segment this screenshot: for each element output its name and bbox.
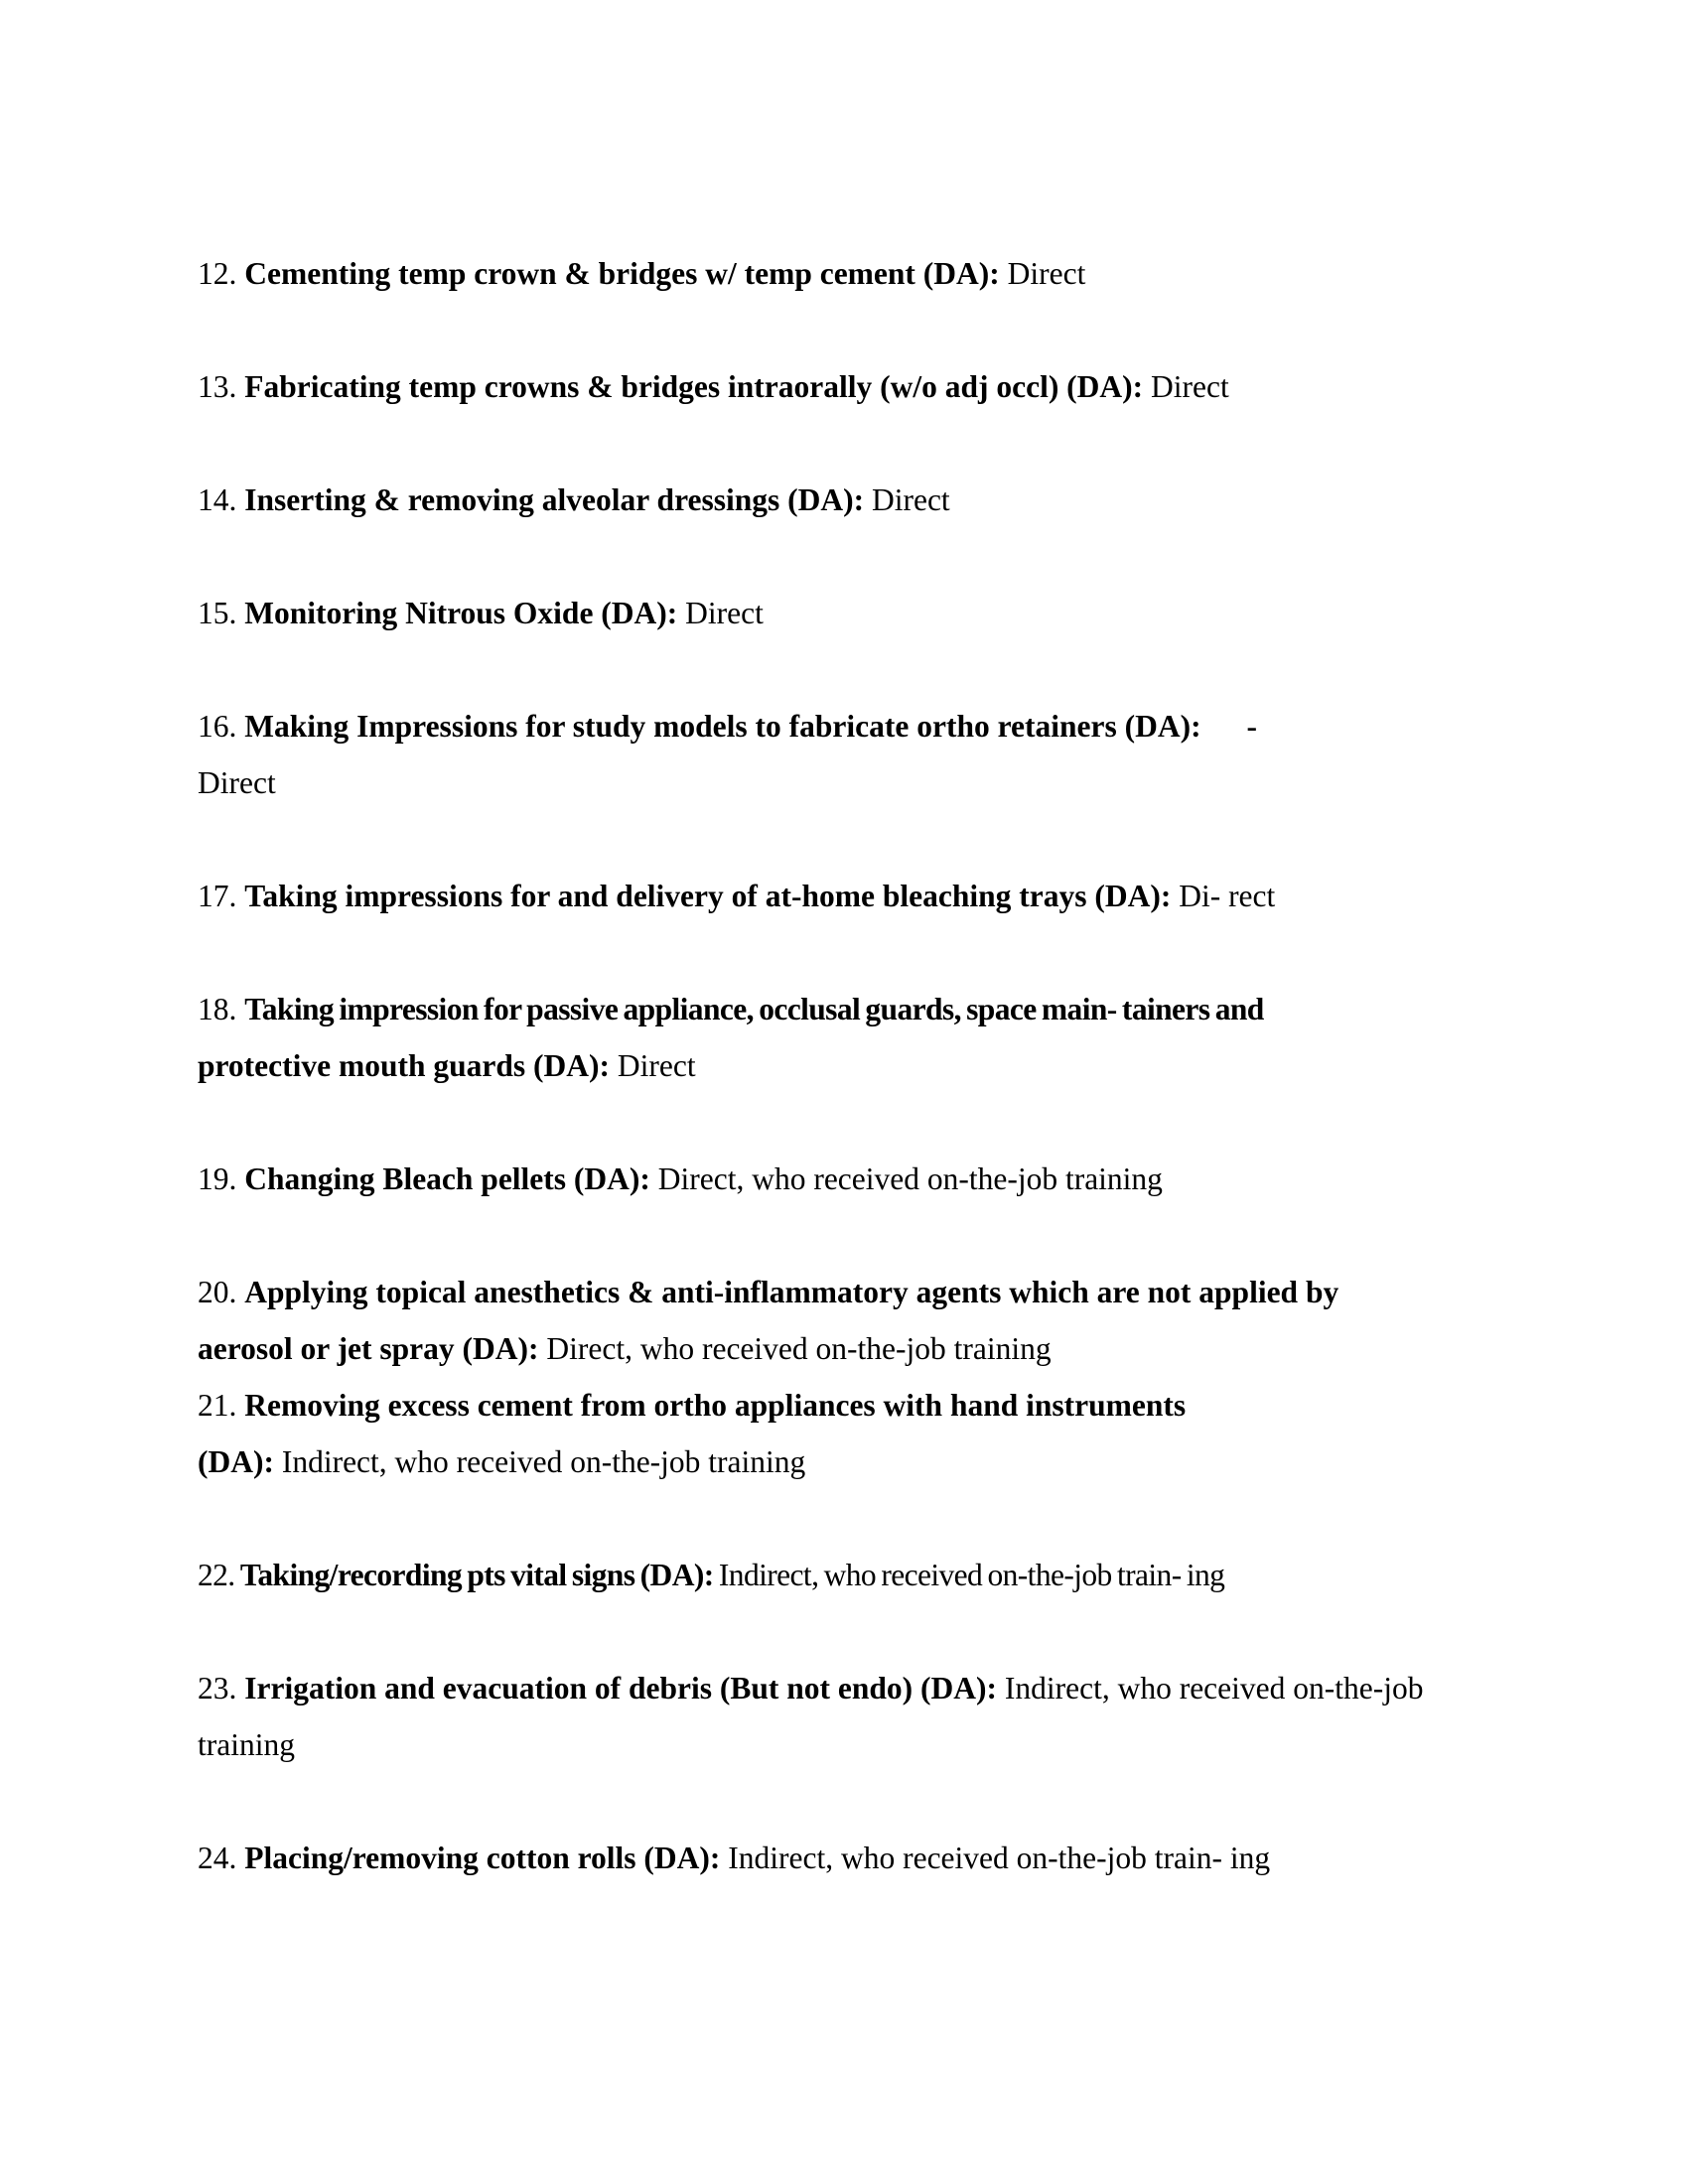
item-number: 12.: [198, 256, 237, 291]
item-number: 19.: [198, 1161, 237, 1196]
item-value: Direct: [617, 1048, 696, 1083]
item-title: Taking impression for passive appliance, occlusal guards, space main- tainers and: [244, 992, 1264, 1026]
item-title: Fabricating temp crowns & bridges intraorally (w/o adj occl) (DA):: [244, 369, 1144, 404]
item-number: 23.: [198, 1671, 237, 1706]
list-item: [198, 1377, 1518, 1490]
item-value: Indirect, who received on-the-job train- ing: [718, 1558, 1225, 1592]
item-value: Direct: [871, 482, 950, 517]
list-item: [198, 868, 1518, 924]
item-title: Irrigation and evacuation of debris (But not endo) (DA):: [244, 1671, 998, 1706]
item-number: 16.: [198, 709, 237, 744]
item-number: 13.: [198, 369, 237, 404]
item-value: Indirect, who received on-the-job: [1004, 1671, 1424, 1706]
list-item: [198, 1830, 1518, 1886]
item-value: Indirect, who received on-the-job train- ing: [728, 1841, 1271, 1875]
list-item: [198, 1660, 1518, 1773]
list-item: [198, 1547, 1518, 1603]
item-value: Direct: [1007, 256, 1086, 291]
item-title-continued: protective mouth guards (DA):: [198, 1048, 610, 1083]
item-value-continued: training: [198, 1727, 295, 1762]
item-title: Inserting & removing alveolar dressings (DA):: [244, 482, 865, 517]
item-value: Di- rect: [1179, 879, 1276, 913]
list-item: [198, 1151, 1518, 1207]
item-value: Direct: [685, 596, 764, 630]
list-item: [198, 245, 1518, 302]
item-title: Taking impressions for and delivery of at-home bleaching trays (DA):: [244, 879, 1172, 913]
item-number: 21.: [198, 1388, 237, 1423]
item-number: 15.: [198, 596, 237, 630]
item-title: Applying topical anesthetics & anti-inflammatory agents which are not applied by: [244, 1275, 1339, 1309]
list-item: [198, 1264, 1518, 1377]
item-number: 18.: [198, 992, 237, 1026]
item-value: Indirect, who received on-the-job training: [281, 1444, 806, 1479]
list-item: [198, 585, 1518, 641]
item-value: Direct: [198, 765, 276, 800]
item-value: Direct, who received on-the-job training: [546, 1331, 1052, 1366]
item-title: Monitoring Nitrous Oxide (DA):: [244, 596, 678, 630]
item-title: Changing Bleach pellets (DA):: [244, 1161, 650, 1196]
list-item: [198, 472, 1518, 528]
item-title-continued: aerosol or jet spray (DA):: [198, 1331, 539, 1366]
item-number: 22.: [198, 1558, 235, 1592]
item-number: 17.: [198, 879, 237, 913]
list-item: [198, 698, 1518, 811]
item-title: Cementing temp crown & bridges w/ temp cement (DA):: [244, 256, 1000, 291]
item-dash: -: [1246, 709, 1257, 744]
item-title-continued: (DA):: [198, 1444, 274, 1479]
item-title: Making Impressions for study models to fabricate ortho retainers (DA):: [244, 709, 1201, 744]
list-item: [198, 358, 1518, 415]
item-value: Direct, who received on-the-job training: [657, 1161, 1163, 1196]
item-title: Placing/removing cotton rolls (DA):: [244, 1841, 721, 1875]
list-item: [198, 981, 1518, 1094]
item-value: Direct: [1151, 369, 1229, 404]
item-number: 20.: [198, 1275, 237, 1309]
item-title: Removing excess cement from ortho appliances with hand instruments: [244, 1388, 1187, 1423]
item-title: Taking/recording pts vital signs (DA):: [239, 1558, 714, 1592]
item-number: 14.: [198, 482, 237, 517]
item-number: 24.: [198, 1841, 237, 1875]
